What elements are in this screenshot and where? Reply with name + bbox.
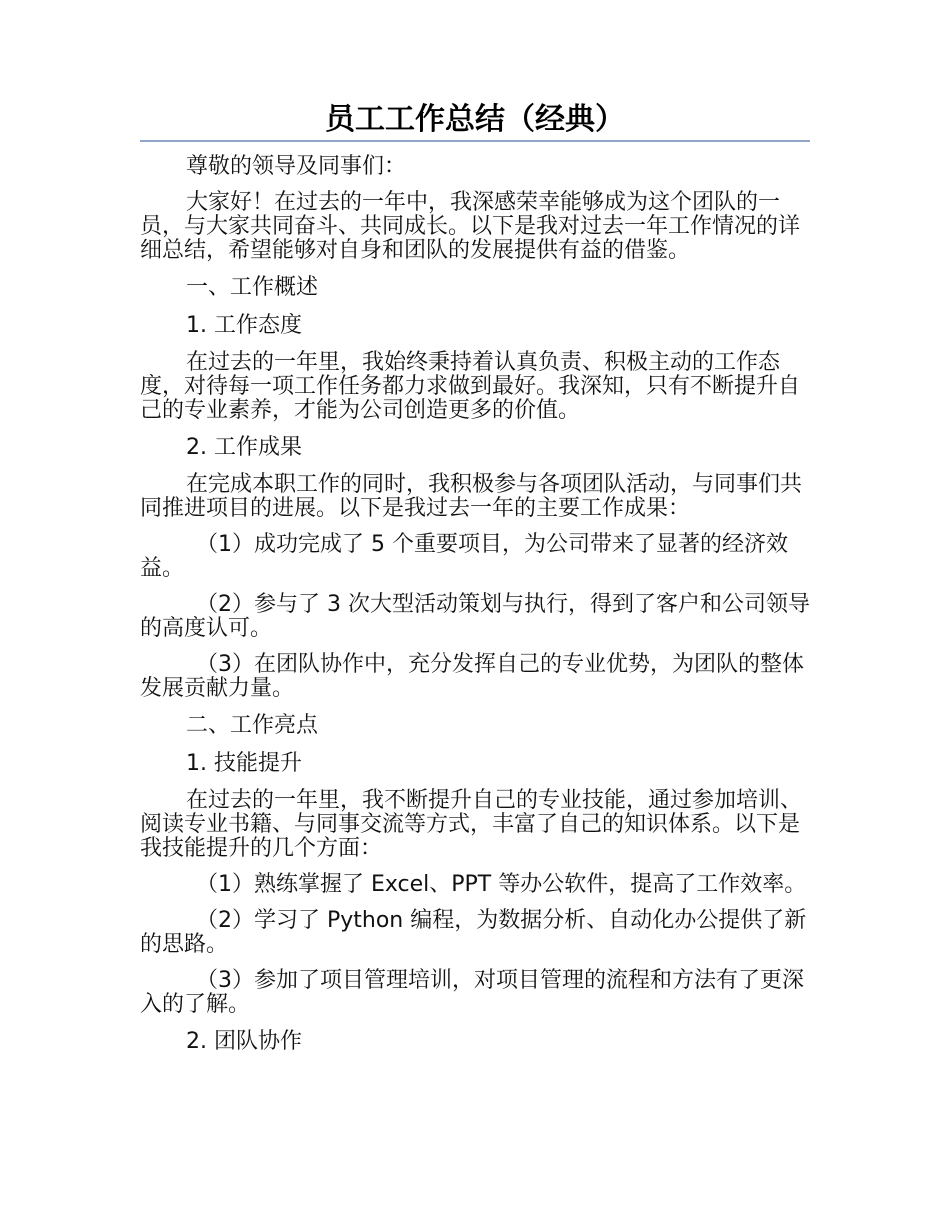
- work-attitude-paragraph: 在过去的一年里，我始终秉持着认真负责、积极主动的工作态度，对待每一项工作任务都力求做到最好。我深知，只有不断提升自己的专业素养，才能为公司创造更多的价值。: [140, 350, 801, 423]
- skill-item-3: （3）参加了项目管理培训，对项目管理的流程和方法有了更深入的了解。: [140, 968, 804, 1017]
- subheading-skill-improvement: 1. 技能提升: [186, 751, 302, 776]
- title-area: [140, 100, 810, 142]
- greeting-paragraph: 尊敬的领导及同事们：: [186, 154, 407, 179]
- subheading-work-attitude: 1. 工作态度: [186, 313, 302, 338]
- skill-improvement-paragraph: 在过去的一年里，我不断提升自己的专业技能，通过参加培训、阅读专业书籍、与同事交流等方式，丰富了自己的知识体系。以下是我技能提升的几个方面：: [140, 788, 803, 861]
- skill-item-1: （1）熟练掌握了 Excel、PPT 等办公软件，提高了工作效率。: [196, 872, 807, 897]
- document-title: 员工工作总结（经典）: [325, 102, 625, 137]
- document-body: [140, 155, 810, 1067]
- section-heading-highlights: 二、工作亮点: [186, 713, 319, 738]
- skill-item-2: （2）学习了 Python 编程，为数据分析、自动化办公提供了新的思路。: [140, 908, 807, 957]
- result-item-2: （2）参与了 3 次大型活动策划与执行，得到了客户和公司领导的高度认可。: [140, 592, 810, 641]
- result-item-3: （3）在团队协作中，充分发挥自己的专业优势，为团队的整体发展贡献力量。: [140, 652, 804, 701]
- intro-paragraph: 大家好！在过去的一年中，我深感荣幸能够成为这个团队的一员，与大家共同奋斗、共同成长。以下是我对过去一年工作情况的详细总结，希望能够对自身和团队的发展提供有益的借鉴。: [140, 190, 801, 263]
- work-results-paragraph: 在完成本职工作的同时，我积极参与各项团队活动，与同事们共同推进项目的进展。以下是我过去一年的主要工作成果：: [140, 472, 803, 521]
- subheading-work-results: 2. 工作成果: [186, 435, 302, 460]
- subheading-team-collaboration: 2. 团队协作: [186, 1029, 302, 1054]
- result-item-1: （1）成功完成了 5 个重要项目，为公司带来了显著的经济效益。: [140, 532, 788, 581]
- section-heading-work-overview: 一、工作概述: [186, 275, 319, 300]
